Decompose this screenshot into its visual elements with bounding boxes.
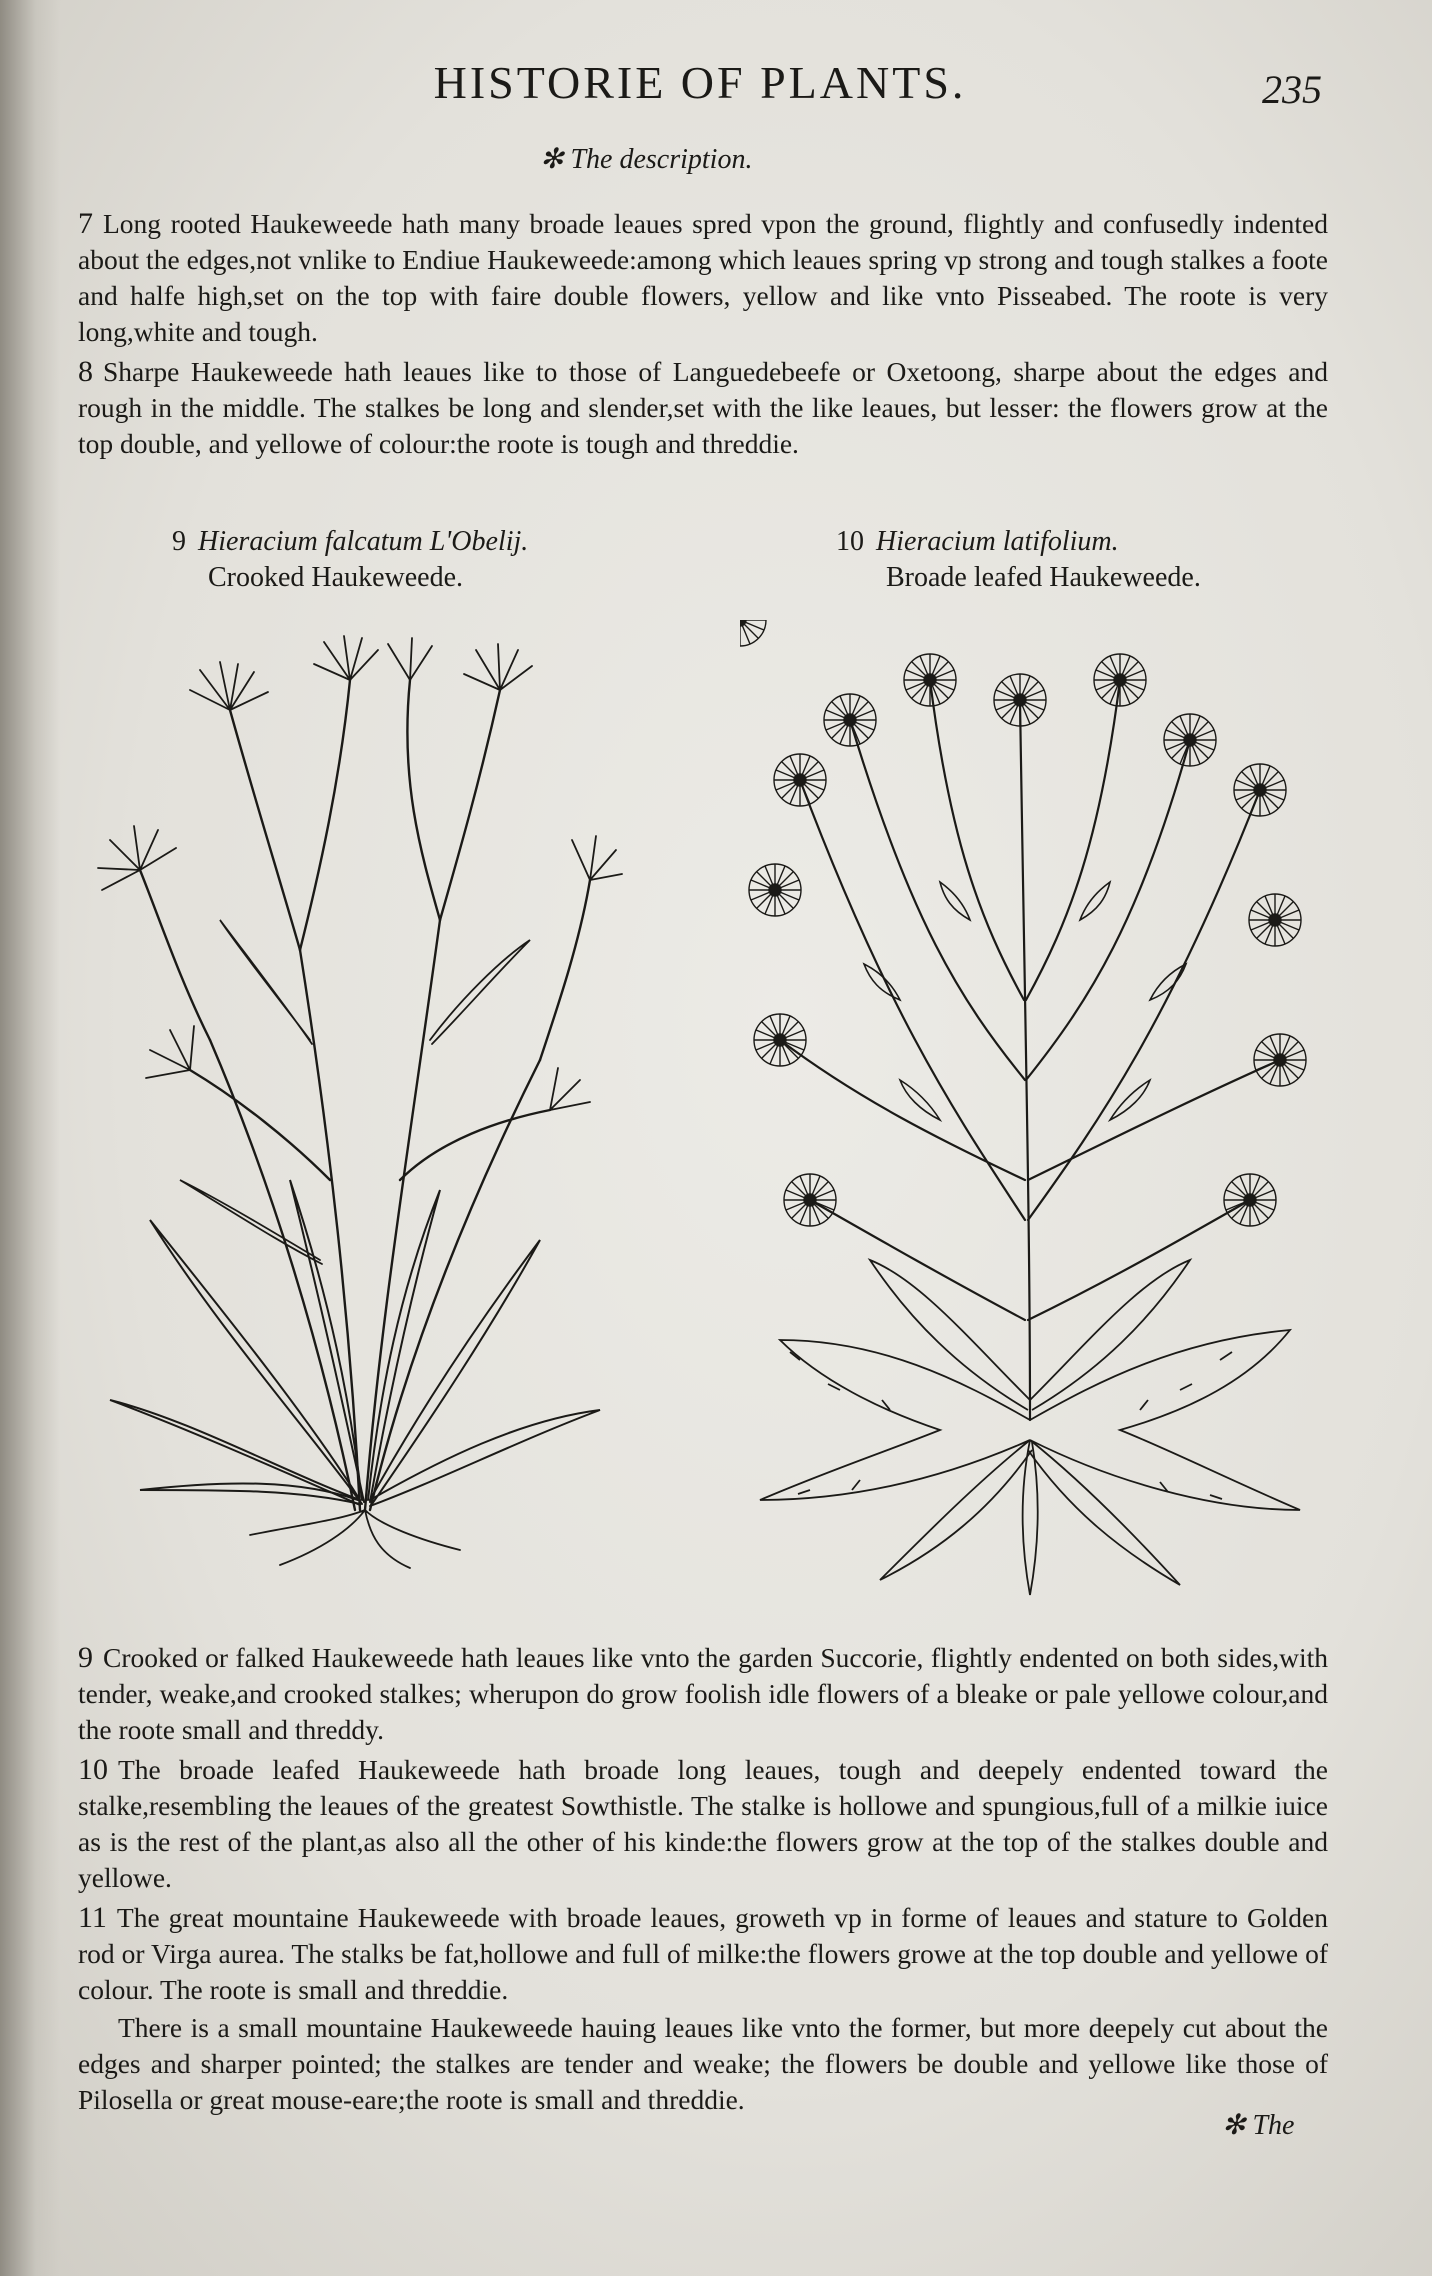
woodcut-broad-leafed-haukeweede xyxy=(740,620,1320,1600)
paragraph-number: 8 xyxy=(78,355,93,388)
catchword: ✻ The xyxy=(1222,2110,1295,2141)
paragraph-10 xyxy=(78,1752,1328,1896)
paragraph-text: There is a small mountaine Haukeweede hauing leaues like vnto the former, but more deepely cut about the edges and sharper pointed; the stalkes are tender and weake; the flowers be double and yellowe like those of Pilosella or great mouse-eare;the roote is small and threddie. xyxy=(78,2012,1328,2115)
flower-head xyxy=(740,620,766,646)
page-number: 235 xyxy=(1262,67,1322,112)
paragraph-text: Long rooted Haukeweede hath many broade leaues spred vpon the ground, flightly and confusedly indented about the edges,not vnlike to Endiue Haukeweede:among which leaues spring vp strong and tough stalkes a foote and halfe high,set on the top with faire double flowers, yellow and like vnto Pisseabed. The roote is very long,white and tough. xyxy=(78,208,1328,347)
woodcut-crooked-haukeweede xyxy=(80,620,640,1570)
paragraph-text: Crooked or falked Haukeweede hath leaues like vnto the garden Succorie, flightly endented on both sides,with tender, weake,and crooked stalkes; wherupon do grow foolish idle flowers of a bleake or pale yellowe colour,and the roote small and threddy. xyxy=(78,1642,1328,1745)
paragraph-text: The broade leafed Haukeweede hath broade long leaues, tough and deepely endented toward the stalke,resembling the leaues of the greatest Sowthistle. The stalke is hollowe and spungious,full of a milkie iuice as is the rest of the plant,as also all the other of his kinde:the flowers grow at the top of the stalkes double and yellowe. xyxy=(78,1754,1328,1893)
figure-caption-9 xyxy=(172,524,528,596)
paragraph-number: 9 xyxy=(78,1641,93,1674)
paragraph-text: The great mountaine Haukeweede with broade leaues, groweth vp in forme of leaues and stature to Golden rod or Virga aurea. The stalks be fat,hollowe and full of milke:the flowers growe at the top double and yellowe of colour. The roote is small and threddie. xyxy=(78,1902,1328,2005)
paragraph-9 xyxy=(78,1640,1328,1748)
paragraph-number: 7 xyxy=(78,207,93,240)
figure-english-name: Broade leafed Haukeweede. xyxy=(886,562,1201,593)
paragraph-7 xyxy=(78,206,1328,350)
figure-caption-10 xyxy=(836,524,1201,596)
section-heading: ✻ The description. xyxy=(540,144,753,175)
paragraph-number: 11 xyxy=(78,1901,107,1934)
page-gutter-shadow xyxy=(0,0,60,2276)
figure-latin-name: Hieracium latifolium. xyxy=(876,526,1119,557)
paragraph-text: Sharpe Haukeweede hath leaues like to those of Languedebeefe or Oxetoong, sharpe about the edges and rough in the middle. The stalkes be long and slender,set with the like leaues, but lesser: the flowers grow at the top double, and yellowe of colour:the roote is tough and threddie. xyxy=(78,356,1328,459)
figure-number: 10 xyxy=(836,526,864,557)
paragraph-8 xyxy=(78,354,1328,462)
paragraph-11 xyxy=(78,1900,1328,2008)
running-title: HISTORIE OF PLANTS. xyxy=(433,57,967,108)
figure-latin-name: Hieracium falcatum L'Obelij. xyxy=(198,526,529,557)
figure-number: 9 xyxy=(172,526,186,557)
paragraph-number: 10 xyxy=(78,1753,108,1786)
figure-english-name: Crooked Haukeweede. xyxy=(208,562,464,593)
paragraph-small-mountaine xyxy=(78,2010,1328,2118)
